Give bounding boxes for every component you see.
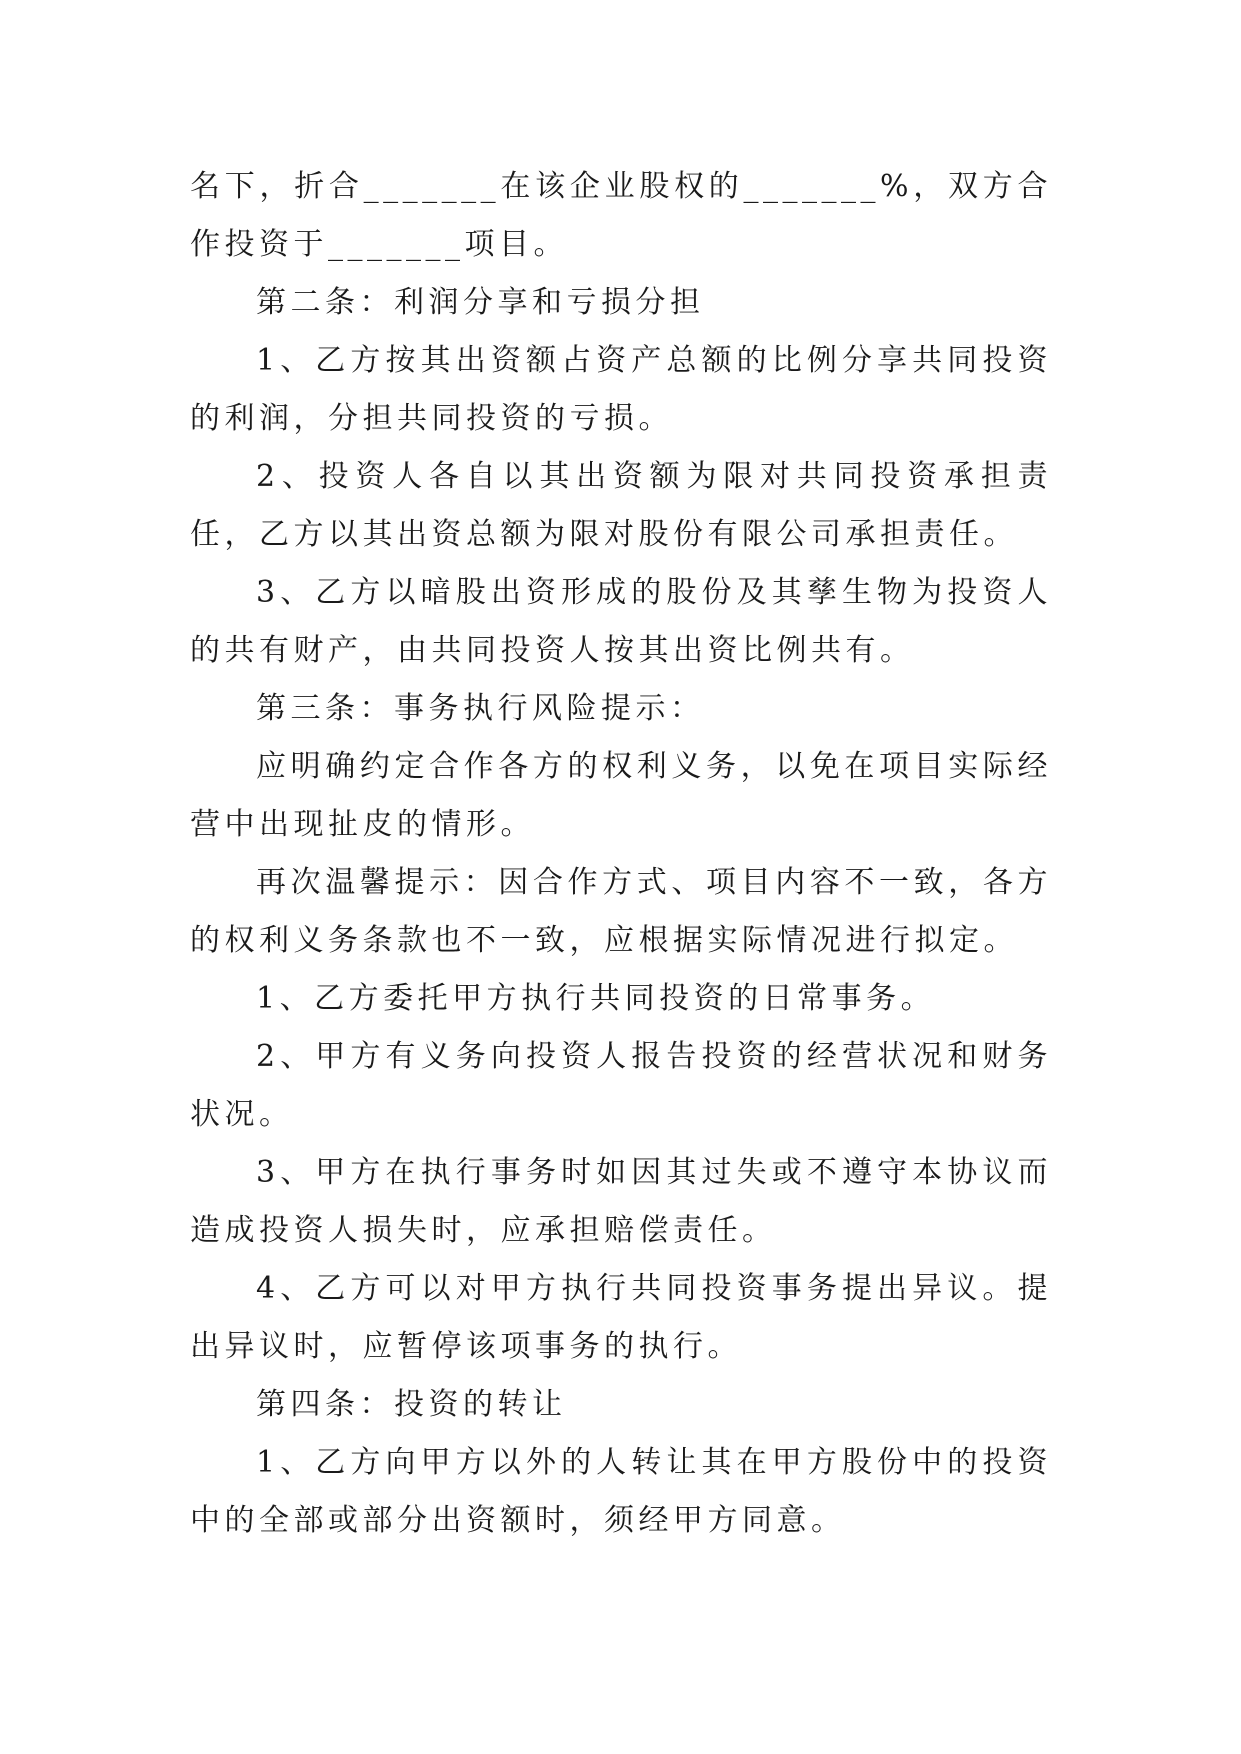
article-2-clause-3: 3、乙方以暗股出资形成的股份及其孳生物为投资人的共有财产，由共同投资人按其出资比例共有。 [190, 575, 1052, 668]
article-3-clause-1: 1、乙方委托甲方执行共同投资的日常事务。 [256, 981, 936, 1016]
document-body [190, 158, 1052, 1550]
article-4-heading: 第四条：投资的转让 [256, 1387, 567, 1422]
article-2-heading: 第二条：利润分享和亏损分担 [256, 285, 705, 320]
reminder-note: 再次温馨提示：因合作方式、项目内容不一致，各方的权利义务条款也不一致，应根据实际情况进行拟定。 [190, 865, 1052, 958]
article-3-heading: 第三条：事务执行风险提示： [256, 691, 705, 726]
article-2-clause-2: 2、投资人各自以其出资额为限对共同投资承担责任，乙方以其出资总额为限对股份有限公司承担责任。 [190, 459, 1052, 552]
article-3-clause-2: 2、甲方有义务向投资人报告投资的经营状况和财务状况。 [190, 1039, 1052, 1132]
paragraph-continuation: 名下，折合_______在该企业股权的_______%，双方合作投资于_______项目。 [190, 169, 1052, 262]
article-3-clause-3: 3、甲方在执行事务时如因其过失或不遵守本协议而造成投资人损失时，应承担赔偿责任。 [190, 1155, 1052, 1248]
article-4-clause-1: 1、乙方向甲方以外的人转让其在甲方股份中的投资中的全部或部分出资额时，须经甲方同意。 [190, 1445, 1052, 1538]
risk-note: 应明确约定合作各方的权利义务，以免在项目实际经营中出现扯皮的情形。 [190, 749, 1052, 842]
article-3-clause-4: 4、乙方可以对甲方执行共同投资事务提出异议。提出异议时，应暂停该项事务的执行。 [190, 1271, 1052, 1364]
article-2-clause-1: 1、乙方按其出资额占资产总额的比例分享共同投资的利润，分担共同投资的亏损。 [190, 343, 1052, 436]
